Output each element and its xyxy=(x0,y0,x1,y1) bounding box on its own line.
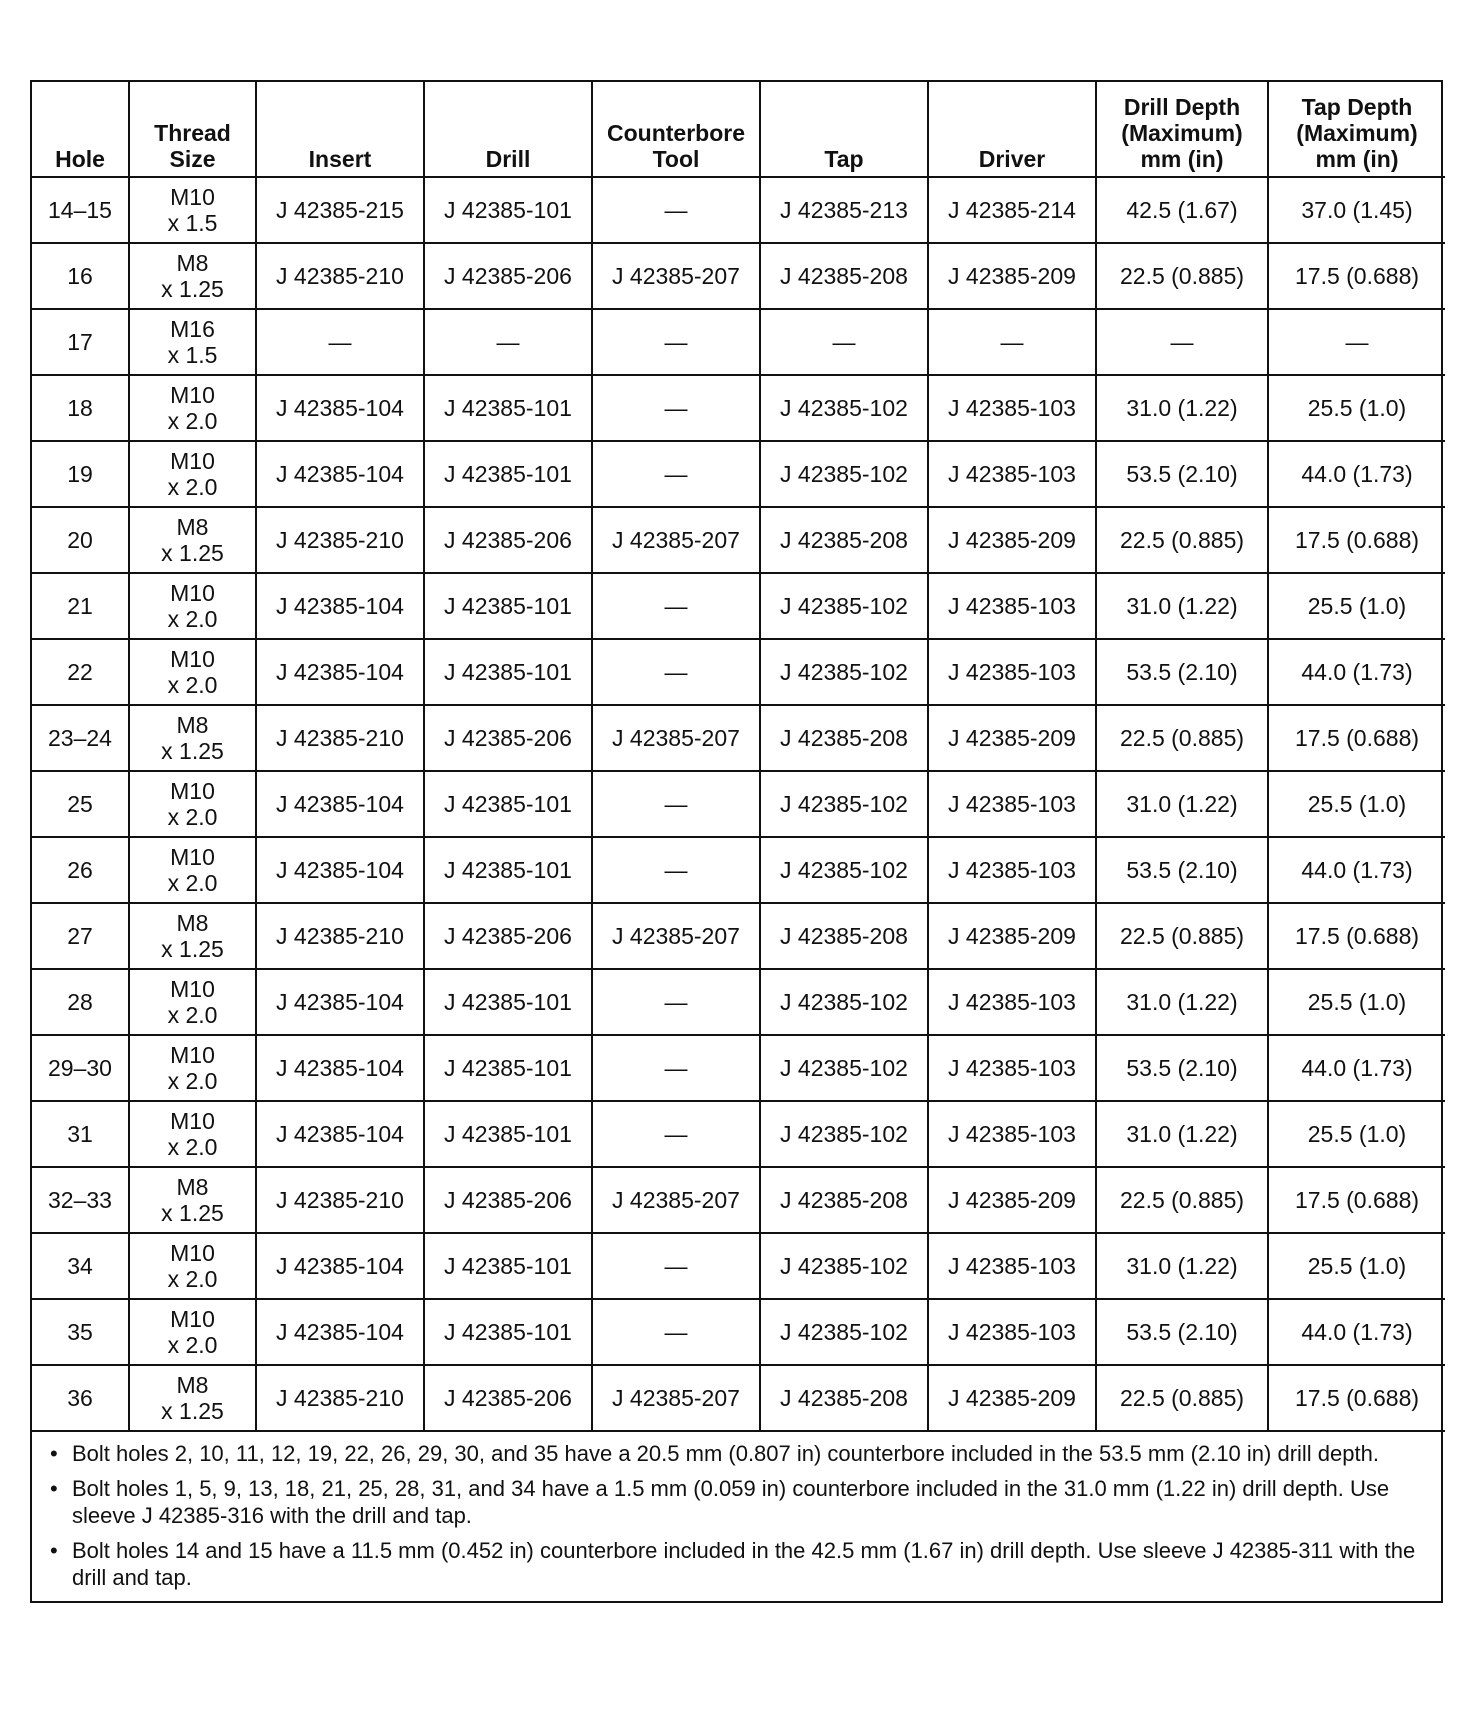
cell-counterbore-tool: — xyxy=(592,969,760,1035)
cell-tap: J 42385-102 xyxy=(760,969,928,1035)
cell-hole: 34 xyxy=(32,1233,129,1299)
cell-drill-depth: 42.5 (1.67) xyxy=(1096,177,1268,243)
cell-insert: J 42385-104 xyxy=(256,1101,424,1167)
cell-driver: J 42385-103 xyxy=(928,837,1096,903)
cell-tap-depth: 17.5 (0.688) xyxy=(1268,243,1445,309)
note-text: Bolt holes 14 and 15 have a 11.5 mm (0.452 in) counterbore included in the 42.5 mm (1.67 in) drill depth. Use sleeve J 42385-311 with the drill and tap. xyxy=(72,1538,1416,1590)
cell-driver: J 42385-103 xyxy=(928,1299,1096,1365)
cell-driver: J 42385-214 xyxy=(928,177,1096,243)
thread-diameter: M10 xyxy=(170,448,215,474)
thread-diameter: M10 xyxy=(170,778,215,804)
cell-tap-depth: 25.5 (1.0) xyxy=(1268,375,1445,441)
cell-counterbore-tool: J 42385-207 xyxy=(592,243,760,309)
table-row xyxy=(32,1365,1445,1431)
cell-insert: J 42385-104 xyxy=(256,969,424,1035)
header-tap: Tap xyxy=(760,82,928,177)
header-drill-depth: Drill Depth (Maximum) mm (in) xyxy=(1096,82,1268,177)
cell-drill: J 42385-206 xyxy=(424,705,592,771)
cell-hole: 20 xyxy=(32,507,129,573)
table-row xyxy=(32,1299,1445,1365)
header-drill: Drill xyxy=(424,82,592,177)
cell-hole: 23–24 xyxy=(32,705,129,771)
thread-pitch: x 2.0 xyxy=(167,1266,218,1292)
cell-counterbore-tool: — xyxy=(592,441,760,507)
cell-thread-size xyxy=(129,705,256,771)
thread-pitch: x 2.0 xyxy=(167,1332,218,1358)
cell-drill: J 42385-101 xyxy=(424,573,592,639)
thread-pitch: x 1.5 xyxy=(167,342,218,368)
cell-driver: J 42385-209 xyxy=(928,1365,1096,1431)
thread-pitch: x 2.0 xyxy=(167,606,218,632)
table-row xyxy=(32,1167,1445,1233)
cell-tap: J 42385-208 xyxy=(760,705,928,771)
table-row xyxy=(32,507,1445,573)
header-counterbore-tool: Counterbore Tool xyxy=(592,82,760,177)
cell-thread-size xyxy=(129,1167,256,1233)
cell-tap-depth: 17.5 (0.688) xyxy=(1268,903,1445,969)
thread-pitch: x 1.25 xyxy=(161,936,224,962)
cell-drill: J 42385-206 xyxy=(424,243,592,309)
cell-tap-depth: 44.0 (1.73) xyxy=(1268,1299,1445,1365)
cell-tap: J 42385-213 xyxy=(760,177,928,243)
cell-tap: J 42385-208 xyxy=(760,243,928,309)
cell-hole: 14–15 xyxy=(32,177,129,243)
thread-pitch: x 1.25 xyxy=(161,1398,224,1424)
cell-hole: 22 xyxy=(32,639,129,705)
cell-hole: 29–30 xyxy=(32,1035,129,1101)
cell-driver: — xyxy=(928,309,1096,375)
header-tap-depth: Tap Depth (Maximum) mm (in) xyxy=(1268,82,1445,177)
cell-driver: J 42385-103 xyxy=(928,1035,1096,1101)
cell-tap: J 42385-102 xyxy=(760,837,928,903)
cell-drill: J 42385-101 xyxy=(424,1101,592,1167)
table-row xyxy=(32,771,1445,837)
cell-driver: J 42385-209 xyxy=(928,705,1096,771)
cell-thread-size xyxy=(129,309,256,375)
cell-counterbore-tool: — xyxy=(592,177,760,243)
cell-tap-depth: 44.0 (1.73) xyxy=(1268,639,1445,705)
cell-drill-depth: 22.5 (0.885) xyxy=(1096,1167,1268,1233)
note-text: Bolt holes 1, 5, 9, 13, 18, 21, 25, 28, 31, and 34 have a 1.5 mm (0.059 in) counterbore included in the 31.0 mm (1.22 in) drill depth. Use sleeve J 42385-316 with the drill and tap. xyxy=(72,1476,1390,1528)
thread-diameter: M10 xyxy=(170,1042,215,1068)
header-insert: Insert xyxy=(256,82,424,177)
cell-driver: J 42385-103 xyxy=(928,375,1096,441)
cell-thread-size xyxy=(129,903,256,969)
cell-tap: J 42385-208 xyxy=(760,1167,928,1233)
cell-insert: J 42385-210 xyxy=(256,507,424,573)
cell-counterbore-tool: — xyxy=(592,837,760,903)
bullet-icon: • xyxy=(50,1476,58,1501)
cell-insert: J 42385-210 xyxy=(256,1167,424,1233)
cell-tap-depth: 17.5 (0.688) xyxy=(1268,705,1445,771)
cell-thread-size xyxy=(129,441,256,507)
cell-tap-depth: 44.0 (1.73) xyxy=(1268,441,1445,507)
cell-driver: J 42385-103 xyxy=(928,1101,1096,1167)
cell-hole: 28 xyxy=(32,969,129,1035)
cell-thread-size xyxy=(129,1101,256,1167)
notes-section xyxy=(32,1432,1441,1601)
cell-hole: 35 xyxy=(32,1299,129,1365)
cell-hole: 25 xyxy=(32,771,129,837)
table-row xyxy=(32,1233,1445,1299)
cell-drill-depth: 53.5 (2.10) xyxy=(1096,837,1268,903)
cell-drill: J 42385-206 xyxy=(424,1365,592,1431)
table-row xyxy=(32,441,1445,507)
cell-tap-depth: 44.0 (1.73) xyxy=(1268,1035,1445,1101)
bullet-icon: • xyxy=(50,1538,58,1563)
cell-thread-size xyxy=(129,1299,256,1365)
cell-counterbore-tool: — xyxy=(592,1233,760,1299)
cell-drill: J 42385-101 xyxy=(424,771,592,837)
note-text: Bolt holes 2, 10, 11, 12, 19, 22, 26, 29, 30, and 35 have a 20.5 mm (0.807 in) counterbore included in the 53.5 mm (2.10 in) drill depth. xyxy=(72,1441,1379,1466)
thread-diameter: M8 xyxy=(176,514,209,540)
cell-tap-depth: — xyxy=(1268,309,1445,375)
cell-hole: 18 xyxy=(32,375,129,441)
thread-pitch: x 1.25 xyxy=(161,1200,224,1226)
cell-drill-depth: 31.0 (1.22) xyxy=(1096,771,1268,837)
thread-pitch: x 2.0 xyxy=(167,870,218,896)
cell-tap: J 42385-208 xyxy=(760,903,928,969)
cell-tap: J 42385-102 xyxy=(760,1299,928,1365)
cell-thread-size xyxy=(129,573,256,639)
cell-insert: J 42385-104 xyxy=(256,375,424,441)
cell-hole: 19 xyxy=(32,441,129,507)
cell-thread-size xyxy=(129,1035,256,1101)
thread-diameter: M10 xyxy=(170,646,215,672)
cell-tap: J 42385-102 xyxy=(760,441,928,507)
cell-drill: J 42385-206 xyxy=(424,903,592,969)
thread-diameter: M8 xyxy=(176,1174,209,1200)
cell-drill-depth: 22.5 (0.885) xyxy=(1096,243,1268,309)
cell-drill: J 42385-101 xyxy=(424,1299,592,1365)
cell-hole: 32–33 xyxy=(32,1167,129,1233)
cell-drill: J 42385-101 xyxy=(424,1233,592,1299)
cell-counterbore-tool: — xyxy=(592,771,760,837)
cell-thread-size xyxy=(129,771,256,837)
cell-drill: J 42385-101 xyxy=(424,441,592,507)
thread-diameter: M10 xyxy=(170,1240,215,1266)
cell-tap-depth: 25.5 (1.0) xyxy=(1268,969,1445,1035)
thread-pitch: x 2.0 xyxy=(167,672,218,698)
thread-diameter: M10 xyxy=(170,1306,215,1332)
cell-insert: J 42385-104 xyxy=(256,1233,424,1299)
cell-drill: J 42385-101 xyxy=(424,177,592,243)
cell-drill-depth: 31.0 (1.22) xyxy=(1096,969,1268,1035)
cell-insert: J 42385-210 xyxy=(256,705,424,771)
cell-driver: J 42385-103 xyxy=(928,639,1096,705)
thread-diameter: M8 xyxy=(176,712,209,738)
cell-thread-size xyxy=(129,1365,256,1431)
thread-diameter: M10 xyxy=(170,844,215,870)
cell-counterbore-tool: J 42385-207 xyxy=(592,903,760,969)
cell-tap: J 42385-102 xyxy=(760,1101,928,1167)
note-item xyxy=(50,1537,1423,1591)
header-thread-size: Thread Size xyxy=(129,82,256,177)
cell-drill-depth: 53.5 (2.10) xyxy=(1096,1035,1268,1101)
cell-counterbore-tool: — xyxy=(592,1299,760,1365)
cell-drill: J 42385-101 xyxy=(424,375,592,441)
cell-tap: J 42385-102 xyxy=(760,1035,928,1101)
cell-tap-depth: 37.0 (1.45) xyxy=(1268,177,1445,243)
cell-drill-depth: 31.0 (1.22) xyxy=(1096,1101,1268,1167)
cell-tap: J 42385-208 xyxy=(760,507,928,573)
thread-pitch: x 1.5 xyxy=(167,210,218,236)
cell-counterbore-tool: — xyxy=(592,639,760,705)
cell-counterbore-tool: — xyxy=(592,375,760,441)
cell-insert: J 42385-104 xyxy=(256,639,424,705)
table-row xyxy=(32,243,1445,309)
cell-driver: J 42385-103 xyxy=(928,1233,1096,1299)
cell-thread-size xyxy=(129,243,256,309)
thread-pitch: x 2.0 xyxy=(167,1068,218,1094)
cell-thread-size xyxy=(129,375,256,441)
cell-insert: J 42385-104 xyxy=(256,441,424,507)
cell-drill-depth: — xyxy=(1096,309,1268,375)
cell-drill-depth: 22.5 (0.885) xyxy=(1096,705,1268,771)
header-driver: Driver xyxy=(928,82,1096,177)
cell-tap: J 42385-102 xyxy=(760,1233,928,1299)
note-item xyxy=(50,1475,1423,1529)
cell-thread-size xyxy=(129,1233,256,1299)
cell-tap-depth: 17.5 (0.688) xyxy=(1268,1365,1445,1431)
cell-tap-depth: 25.5 (1.0) xyxy=(1268,573,1445,639)
thread-diameter: M8 xyxy=(176,910,209,936)
cell-hole: 36 xyxy=(32,1365,129,1431)
thread-diameter: M10 xyxy=(170,1108,215,1134)
cell-insert: J 42385-104 xyxy=(256,1299,424,1365)
cell-counterbore-tool: J 42385-207 xyxy=(592,1365,760,1431)
thread-pitch: x 2.0 xyxy=(167,408,218,434)
cell-thread-size xyxy=(129,969,256,1035)
cell-tap-depth: 17.5 (0.688) xyxy=(1268,507,1445,573)
cell-driver: J 42385-103 xyxy=(928,573,1096,639)
table-header-row xyxy=(32,82,1445,177)
cell-tap: J 42385-208 xyxy=(760,1365,928,1431)
thread-pitch: x 2.0 xyxy=(167,1002,218,1028)
tool-specification-document xyxy=(30,80,1443,1603)
thread-pitch: x 1.25 xyxy=(161,540,224,566)
cell-drill: J 42385-101 xyxy=(424,1035,592,1101)
table-row xyxy=(32,639,1445,705)
table-row xyxy=(32,837,1445,903)
table-row xyxy=(32,969,1445,1035)
thread-pitch: x 1.25 xyxy=(161,738,224,764)
cell-thread-size xyxy=(129,837,256,903)
thread-diameter: M10 xyxy=(170,184,215,210)
cell-drill: J 42385-101 xyxy=(424,837,592,903)
thread-diameter: M10 xyxy=(170,976,215,1002)
cell-tap-depth: 25.5 (1.0) xyxy=(1268,771,1445,837)
table-row xyxy=(32,1101,1445,1167)
cell-counterbore-tool: — xyxy=(592,573,760,639)
cell-insert: J 42385-104 xyxy=(256,837,424,903)
thread-pitch: x 2.0 xyxy=(167,804,218,830)
cell-insert: J 42385-104 xyxy=(256,573,424,639)
cell-tap: J 42385-102 xyxy=(760,375,928,441)
table-row xyxy=(32,375,1445,441)
cell-driver: J 42385-103 xyxy=(928,969,1096,1035)
cell-insert: J 42385-210 xyxy=(256,903,424,969)
cell-hole: 17 xyxy=(32,309,129,375)
cell-tap-depth: 25.5 (1.0) xyxy=(1268,1101,1445,1167)
cell-counterbore-tool: J 42385-207 xyxy=(592,705,760,771)
table-row xyxy=(32,705,1445,771)
cell-thread-size xyxy=(129,507,256,573)
cell-hole: 16 xyxy=(32,243,129,309)
cell-counterbore-tool: — xyxy=(592,309,760,375)
cell-insert: J 42385-210 xyxy=(256,243,424,309)
table-row xyxy=(32,573,1445,639)
cell-insert: J 42385-215 xyxy=(256,177,424,243)
cell-hole: 27 xyxy=(32,903,129,969)
cell-drill: J 42385-206 xyxy=(424,507,592,573)
cell-drill: — xyxy=(424,309,592,375)
cell-counterbore-tool: J 42385-207 xyxy=(592,1167,760,1233)
cell-counterbore-tool: — xyxy=(592,1035,760,1101)
thread-diameter: M10 xyxy=(170,382,215,408)
cell-insert: J 42385-210 xyxy=(256,1365,424,1431)
cell-driver: J 42385-209 xyxy=(928,903,1096,969)
cell-tap: — xyxy=(760,309,928,375)
cell-drill: J 42385-101 xyxy=(424,639,592,705)
cell-driver: J 42385-103 xyxy=(928,771,1096,837)
header-hole: Hole xyxy=(32,82,129,177)
cell-drill-depth: 53.5 (2.10) xyxy=(1096,639,1268,705)
table-row xyxy=(32,177,1445,243)
cell-hole: 31 xyxy=(32,1101,129,1167)
tool-specification-table xyxy=(32,82,1445,1432)
cell-insert: — xyxy=(256,309,424,375)
cell-insert: J 42385-104 xyxy=(256,1035,424,1101)
cell-hole: 21 xyxy=(32,573,129,639)
note-item xyxy=(50,1440,1423,1467)
thread-pitch: x 2.0 xyxy=(167,1134,218,1160)
cell-thread-size xyxy=(129,639,256,705)
cell-drill: J 42385-206 xyxy=(424,1167,592,1233)
thread-pitch: x 1.25 xyxy=(161,276,224,302)
cell-drill-depth: 31.0 (1.22) xyxy=(1096,1233,1268,1299)
cell-tap-depth: 25.5 (1.0) xyxy=(1268,1233,1445,1299)
cell-tap: J 42385-102 xyxy=(760,771,928,837)
cell-drill-depth: 22.5 (0.885) xyxy=(1096,1365,1268,1431)
table-row xyxy=(32,903,1445,969)
cell-counterbore-tool: J 42385-207 xyxy=(592,507,760,573)
cell-hole: 26 xyxy=(32,837,129,903)
bullet-icon: • xyxy=(50,1441,58,1466)
cell-drill-depth: 31.0 (1.22) xyxy=(1096,375,1268,441)
cell-insert: J 42385-104 xyxy=(256,771,424,837)
cell-thread-size xyxy=(129,177,256,243)
cell-driver: J 42385-209 xyxy=(928,1167,1096,1233)
thread-pitch: x 2.0 xyxy=(167,474,218,500)
thread-diameter: M8 xyxy=(176,1372,209,1398)
cell-drill: J 42385-101 xyxy=(424,969,592,1035)
cell-tap: J 42385-102 xyxy=(760,573,928,639)
table-row xyxy=(32,309,1445,375)
cell-drill-depth: 22.5 (0.885) xyxy=(1096,903,1268,969)
cell-tap-depth: 44.0 (1.73) xyxy=(1268,837,1445,903)
cell-counterbore-tool: — xyxy=(592,1101,760,1167)
thread-diameter: M8 xyxy=(176,250,209,276)
thread-diameter: M16 xyxy=(170,316,215,342)
cell-tap-depth: 17.5 (0.688) xyxy=(1268,1167,1445,1233)
cell-driver: J 42385-103 xyxy=(928,441,1096,507)
cell-driver: J 42385-209 xyxy=(928,507,1096,573)
table-body xyxy=(32,177,1445,1431)
cell-drill-depth: 22.5 (0.885) xyxy=(1096,507,1268,573)
cell-drill-depth: 53.5 (2.10) xyxy=(1096,441,1268,507)
table-row xyxy=(32,1035,1445,1101)
cell-drill-depth: 31.0 (1.22) xyxy=(1096,573,1268,639)
cell-driver: J 42385-209 xyxy=(928,243,1096,309)
cell-tap: J 42385-102 xyxy=(760,639,928,705)
thread-diameter: M10 xyxy=(170,580,215,606)
cell-drill-depth: 53.5 (2.10) xyxy=(1096,1299,1268,1365)
